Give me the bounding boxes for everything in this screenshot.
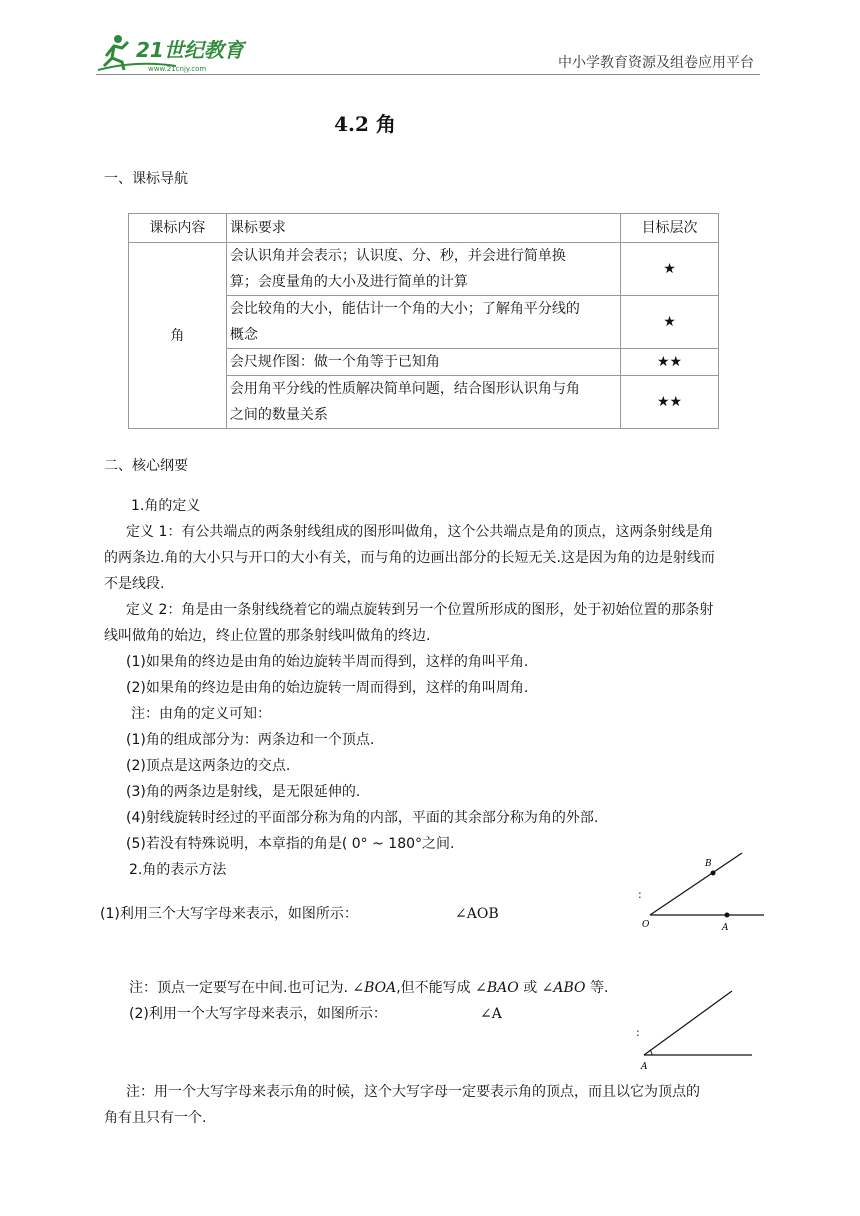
note-text: 或 — [518, 980, 542, 996]
label-o: O — [642, 920, 650, 930]
table-header-cell: 目标层次 — [621, 214, 719, 243]
method-1-note — [129, 975, 608, 1001]
method-1-symbol: ∠AOB — [455, 906, 499, 922]
requirement-line: 之间的数量关系 — [229, 407, 328, 423]
method-2-note-line: 注：用一个大写字母来表示角的时候，这个大写字母一定要表示角的顶点，而且以它为顶点的 — [126, 1084, 700, 1100]
note-heading: 注：由角的定义可知： — [131, 706, 271, 722]
site-label: 中小学教育资源及组卷应用平台 — [558, 55, 754, 71]
note-item: (4)射线旋转时经过的平面部分称为角的内部，平面的其余部分称为角的外部. — [126, 810, 599, 826]
note-text: 注：顶点一定要写在中间.也可记为. — [129, 980, 353, 996]
subheading-angle-definition: 1.角的定义 — [131, 498, 201, 514]
level-cell: ★ — [621, 243, 719, 296]
figure-mark: : — [636, 1026, 640, 1039]
definition-1-line: 的两条边.角的大小只与开口的大小有关，而与角的边画出部分的长短无关.这是因为角的边是射线而 — [104, 550, 715, 566]
table-header-cell: 课标要求 — [226, 214, 620, 243]
requirement-line: 会比较角的大小，能估计一个角的大小；了解角平分线的 — [229, 301, 580, 317]
symbol-abo: ∠ABO — [541, 980, 586, 996]
curriculum-table — [128, 213, 719, 429]
logo-text: 21世纪教育 — [136, 38, 244, 62]
straight-angle-text: (1)如果角的终边是由角的始边旋转半周而得到，这样的角叫平角. — [126, 654, 529, 670]
requirement-cell — [226, 296, 620, 349]
full-angle-text: (2)如果角的终边是由角的始边旋转一周而得到，这样的角叫周角. — [126, 680, 529, 696]
topic-cell: 角 — [129, 243, 227, 429]
method-2-text: (2)利用一个大写字母来表示，如图所示： — [129, 1006, 387, 1022]
definition-2-line: 线叫做角的始边，终止位置的那条射线叫做角的终边. — [104, 628, 431, 644]
ray-upper — [644, 991, 732, 1055]
requirement-line: 会认识角并会表示；认识度、分、秒，并会进行简单换 — [229, 248, 566, 264]
definition-1-line: 定义 1：有公共端点的两条射线组成的图形叫做角，这个公共端点是角的顶点，这两条射线是角 — [126, 524, 714, 540]
note-text: ,但不能写成 — [396, 980, 476, 996]
note-item: (1)角的组成部分为：两条边和一个顶点. — [126, 732, 375, 748]
runner-logo-icon — [96, 30, 266, 76]
logo-url: www.21cnjy.com — [148, 65, 207, 73]
note-item: (5)若没有特殊说明，本章指的角是( 0° ~ 180°之间. — [126, 836, 455, 852]
ray-ob — [650, 853, 742, 915]
level-cell: ★★ — [621, 349, 719, 376]
table-row — [129, 243, 719, 296]
method-2-note-line: 角有且只有一个. — [104, 1110, 207, 1126]
angle-arc — [651, 1051, 653, 1056]
method-1-text: (1)利用三个大写字母来表示，如图所示： — [100, 906, 358, 922]
method-2-symbol: ∠A — [480, 1006, 502, 1022]
page-title: 4.2 角 — [334, 112, 396, 136]
subheading-angle-notation: 2.角的表示方法 — [129, 862, 227, 878]
note-item: (3)角的两条边是射线，是无限延伸的. — [126, 784, 361, 800]
point-a — [725, 913, 730, 918]
table-header-cell: 课标内容 — [129, 214, 227, 243]
requirement-line: 概念 — [229, 327, 258, 343]
requirement-line: 会用角平分线的性质解决简单问题，结合图形认识角与角 — [229, 381, 580, 397]
requirement-line: 算；会度量角的大小及进行简单的计算 — [229, 274, 468, 290]
note-item: (2)顶点是这两条边的交点. — [126, 758, 291, 774]
symbol-boa: ∠BOA — [352, 980, 397, 996]
section-heading-1: 一、课标导航 — [104, 171, 188, 187]
definition-2-line: 定义 2：角是由一条射线绕着它的端点旋转到另一个位置所形成的图形，处于初始位置的那条射 — [126, 602, 714, 618]
level-cell: ★★ — [621, 376, 719, 429]
requirement-cell — [226, 376, 620, 429]
label-a: A — [722, 923, 729, 932]
label-b: B — [705, 859, 712, 869]
site-logo — [96, 30, 266, 76]
section-heading-2: 二、核心纲要 — [104, 458, 188, 474]
angle-a-figure — [630, 986, 760, 1072]
table-header-row — [129, 214, 719, 243]
level-cell: ★ — [621, 296, 719, 349]
header-divider — [96, 74, 760, 75]
symbol-bao: ∠BAO — [475, 980, 519, 996]
point-b — [711, 871, 716, 876]
angle-aob-figure — [630, 848, 770, 932]
requirement-cell: 会尺规作图：做一个角等于已知角 — [226, 349, 620, 376]
figure-mark: : — [638, 888, 642, 901]
label-a: A — [641, 1062, 648, 1072]
requirement-cell — [226, 243, 620, 296]
note-text: 等. — [585, 980, 609, 996]
definition-1-line: 不是线段. — [104, 576, 165, 592]
